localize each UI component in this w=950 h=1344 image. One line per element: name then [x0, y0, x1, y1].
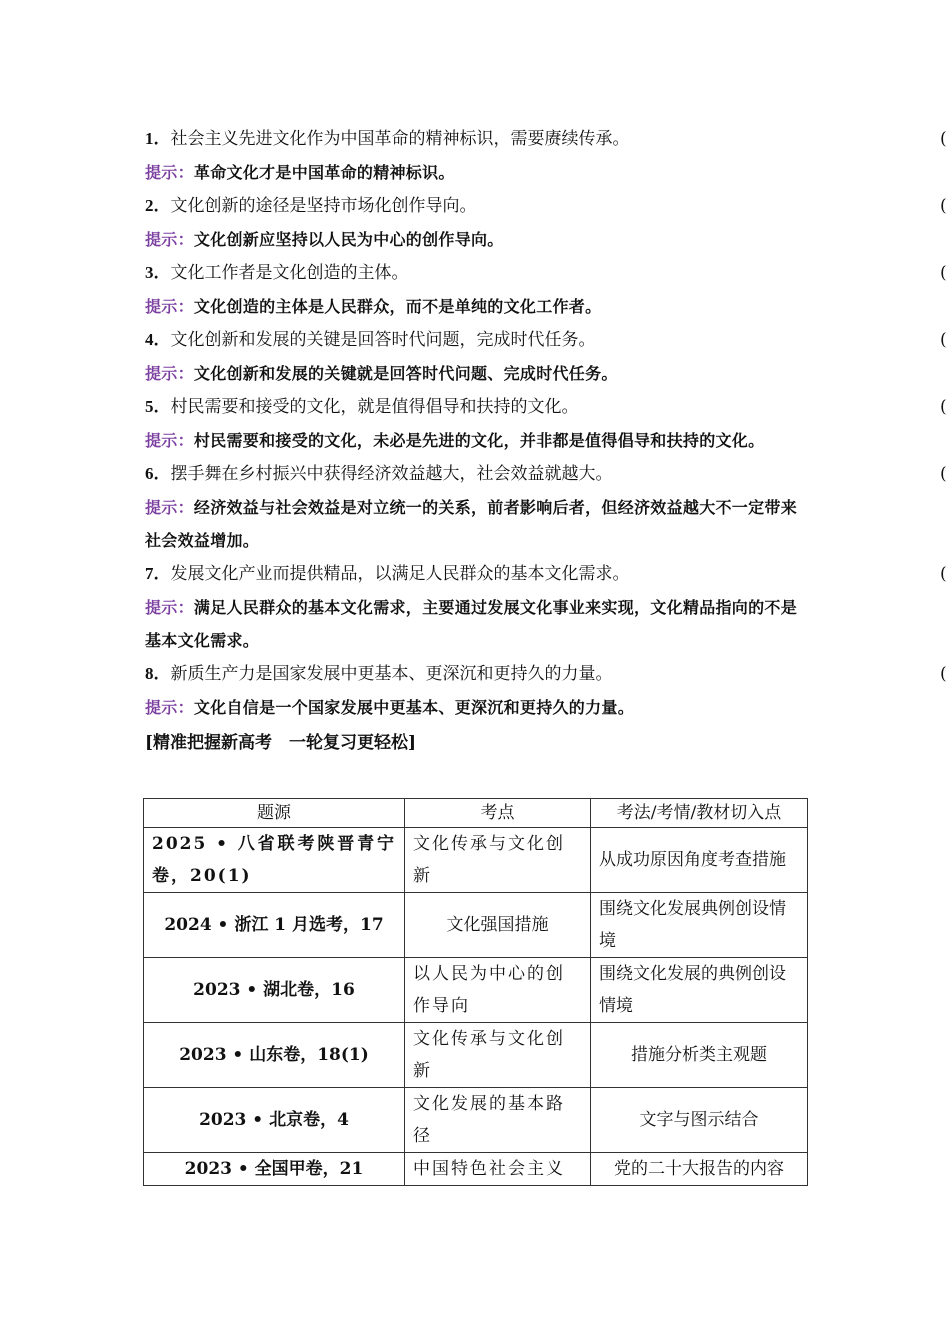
question-item: [145, 189, 947, 256]
question-statement: 发展文化产业而提供精品，以满足人民群众的基本文化需求。: [170, 564, 630, 584]
question-text: [145, 323, 947, 357]
question-statement: 社会主义先进文化作为中国革命的精神标识，需要赓续传承。: [170, 129, 630, 149]
hint-text: 革命文化才是中国革命的精神标识。: [193, 163, 455, 182]
question-item: [145, 122, 947, 189]
table-cell-point: 文化传承与文化创新: [405, 1023, 591, 1088]
question-statement: 新质生产力是国家发展中更基本、更深沉和更持久的力量。: [170, 664, 613, 684]
question-item: [145, 657, 947, 724]
question-text: [145, 557, 947, 591]
question-list: [145, 122, 947, 760]
exam-source-table: [143, 798, 808, 1186]
table-header-row: [144, 799, 808, 828]
hint-text: 村民需要和接受的文化，未必是先进的文化，并非都是值得倡导和扶持的文化。: [193, 431, 765, 450]
hint-label: 提示：: [145, 230, 194, 249]
question-item: [145, 557, 947, 657]
hint-text: 文化创新应坚持以人民为中心的创作导向。: [193, 230, 504, 249]
question-number: 2．: [145, 196, 171, 215]
table-row: [144, 1088, 808, 1153]
answer-paren: (: [940, 196, 947, 216]
hint-label: 提示：: [145, 297, 194, 316]
hint-label: 提示：: [145, 598, 194, 617]
hint-label: 提示：: [145, 364, 194, 383]
table-cell-approach: 从成功原因角度考查措施: [591, 828, 808, 893]
table-cell-approach: 文字与图示结合: [591, 1088, 808, 1153]
table-row: [144, 828, 808, 893]
question-text: [145, 657, 947, 691]
hint: [145, 491, 807, 557]
hint-text: 文化创造的主体是人民群众，而不是单纯的文化工作者。: [193, 297, 602, 316]
table-row: [144, 893, 808, 958]
question-text: [145, 390, 947, 424]
table-cell-point: 文化发展的基本路径: [405, 1088, 591, 1153]
hint: [145, 290, 807, 323]
answer-paren: (: [940, 664, 947, 684]
hint: [145, 691, 807, 724]
hint: [145, 223, 807, 256]
hint: [145, 591, 807, 657]
hint-label: 提示：: [145, 163, 194, 182]
answer-paren: (: [940, 464, 947, 484]
hint-text: 经济效益与社会效益是对立统一的关系，前者影响后者，但经济效益越大不一定带来社会效益增加。: [145, 498, 798, 550]
table-cell-approach: 党的二十大报告的内容: [591, 1153, 808, 1186]
table-row: [144, 1023, 808, 1088]
hint-text: 文化自信是一个国家发展中更基本、更深沉和更持久的力量。: [193, 698, 635, 717]
question-statement: 文化创新的途径是坚持市场化创作导向。: [170, 196, 477, 216]
question-statement: 文化工作者是文化创造的主体。: [170, 263, 409, 283]
question-item: [145, 323, 947, 390]
question-statement: 村民需要和接受的文化，就是值得倡导和扶持的文化。: [170, 397, 579, 417]
table-cell-approach: 围绕文化发展的典例创设情境: [591, 958, 808, 1023]
hint-text: 满足人民群众的基本文化需求，主要通过发展文化事业来实现，文化精品指向的不是基本文化需求。: [145, 598, 798, 650]
section-title: [精准把握新高考 一轮复习更轻松]: [145, 733, 417, 753]
hint: [145, 424, 807, 457]
table-cell-point: 文化强国措施: [405, 893, 591, 958]
table-cell-approach: 围绕文化发展典例创设情境: [591, 893, 808, 958]
answer-paren: (: [940, 129, 947, 149]
hint: [145, 156, 807, 189]
table-row: [144, 1153, 808, 1186]
table-cell-point: 文化传承与文化创新: [405, 828, 591, 893]
table-cell-approach: 措施分析类主观题: [591, 1023, 808, 1088]
table-header-cell: 考点: [405, 799, 591, 828]
table-header-cell: 考法/考情/教材切入点: [591, 799, 808, 828]
answer-paren: (: [940, 263, 947, 283]
answer-paren: (: [940, 330, 947, 350]
answer-paren: (: [940, 397, 947, 417]
question-text: [145, 457, 947, 491]
table-cell-point: 中国特色社会主义: [405, 1153, 591, 1186]
table-cell-source: 2023 • 全国甲卷，21: [144, 1153, 405, 1186]
table-cell-source: 2023 • 山东卷，18(1): [144, 1023, 405, 1088]
question-number: 5．: [145, 397, 171, 416]
question-item: [145, 390, 947, 457]
question-number: 4．: [145, 330, 171, 349]
hint-label: 提示：: [145, 498, 194, 517]
question-number: 8．: [145, 664, 171, 683]
question-item: [145, 457, 947, 557]
table-cell-source: 2025 • 八省联考陕晋青宁卷，20(1): [144, 828, 405, 893]
hint-label: 提示：: [145, 698, 194, 717]
table-cell-source: 2023 • 湖北卷，16: [144, 958, 405, 1023]
question-text: [145, 122, 947, 156]
question-text: [145, 189, 947, 223]
question-statement: 文化创新和发展的关键是回答时代问题，完成时代任务。: [170, 330, 596, 350]
question-number: 6．: [145, 464, 171, 483]
answer-paren: (: [940, 564, 947, 584]
question-text: [145, 256, 947, 290]
hint-text: 文化创新和发展的关键就是回答时代问题、完成时代任务。: [193, 364, 618, 383]
question-number: 3．: [145, 263, 171, 282]
question-number: 7．: [145, 564, 171, 583]
question-number: 1．: [145, 129, 171, 148]
table-cell-source: 2023 • 北京卷，4: [144, 1088, 405, 1153]
question-statement: 摆手舞在乡村振兴中获得经济效益越大，社会效益就越大。: [170, 464, 613, 484]
table-row: [144, 958, 808, 1023]
hint-label: 提示：: [145, 431, 194, 450]
question-item: [145, 256, 947, 323]
table-header-cell: 题源: [144, 799, 405, 828]
table-cell-source: 2024 • 浙江 1 月选考，17: [144, 893, 405, 958]
hint: [145, 357, 807, 390]
table-cell-point: 以人民为中心的创作导向: [405, 958, 591, 1023]
